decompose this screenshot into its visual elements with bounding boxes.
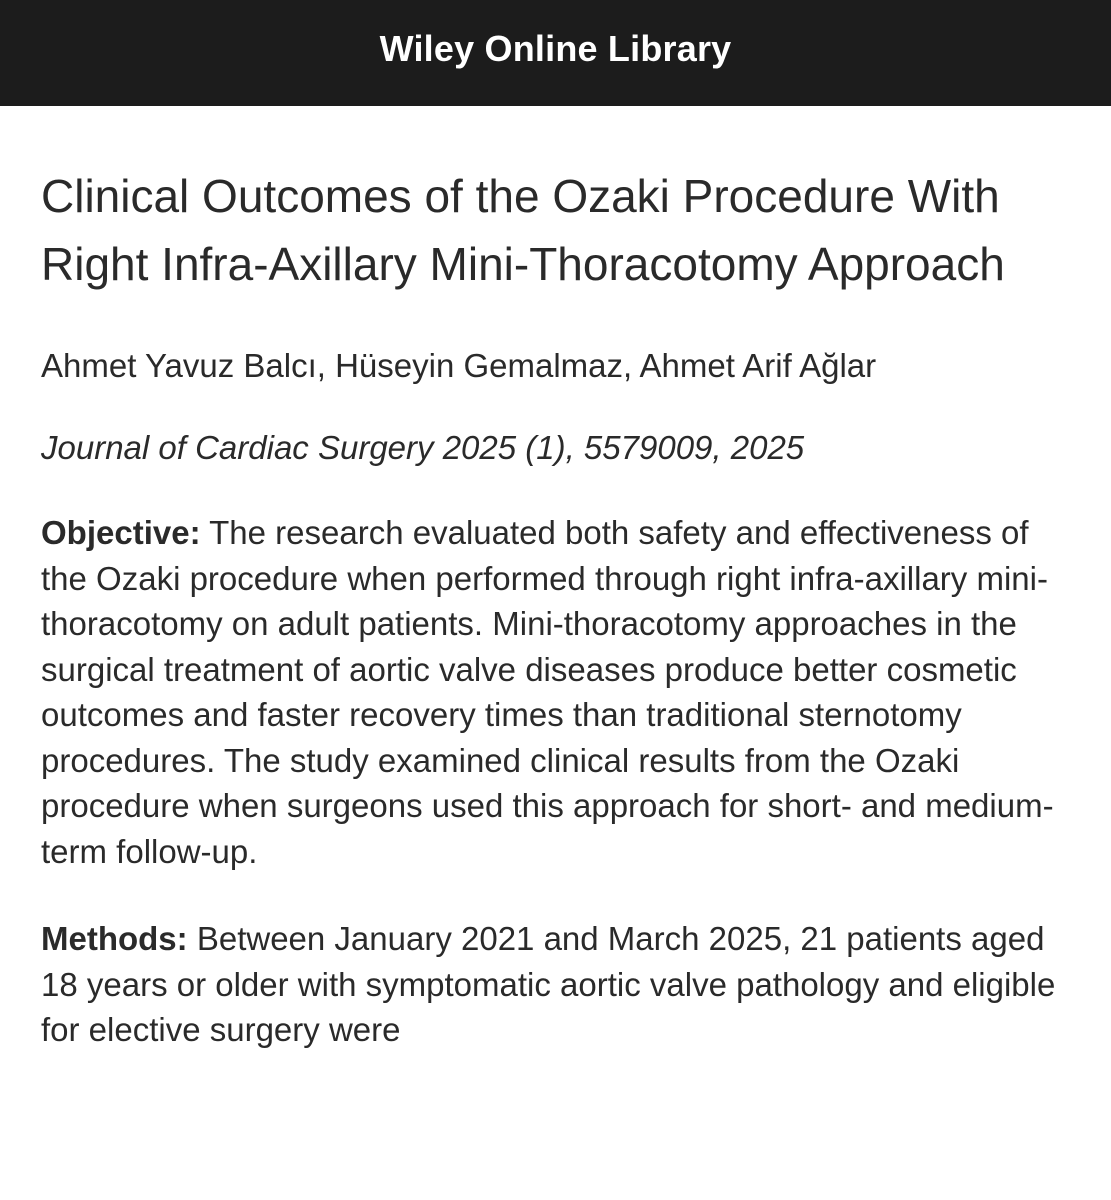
objective-paragraph bbox=[41, 510, 1081, 874]
site-title[interactable]: Wiley Online Library bbox=[379, 28, 732, 69]
article-content bbox=[41, 162, 1091, 1053]
methods-text: Between January 2021 and March 2025, 21 patients aged 18 years or older with symptomatic aortic valve pathology and eligible for elective surgery were bbox=[41, 920, 1056, 1048]
objective-label: Objective: bbox=[41, 514, 201, 551]
journal-citation: Journal of Cardiac Surgery 2025 (1), 5579009, 2025 bbox=[41, 429, 805, 466]
article-authors: Ahmet Yavuz Balcı, Hüseyin Gemalmaz, Ahmet Arif Ağlar bbox=[41, 347, 877, 384]
article-title[interactable]: Clinical Outcomes of the Ozaki Procedure With Right Infra-Axillary Mini-Thoracotomy Approach bbox=[41, 170, 1005, 290]
methods-label: Methods: bbox=[41, 920, 188, 957]
methods-paragraph bbox=[41, 916, 1081, 1053]
objective-text: The research evaluated both safety and effectiveness of the Ozaki procedure when performed through right infra-axillary mini-thoracotomy on adult patients. Mini-thoracotomy approaches in the surgical treatment of aortic valve diseases produce better cosmetic outcomes and faster recovery times than traditional sternotomy procedures. The study examined clinical results from the Ozaki procedure when surgeons used this approach for short- and medium-term follow-up. bbox=[41, 514, 1054, 870]
site-header bbox=[0, 0, 1111, 106]
